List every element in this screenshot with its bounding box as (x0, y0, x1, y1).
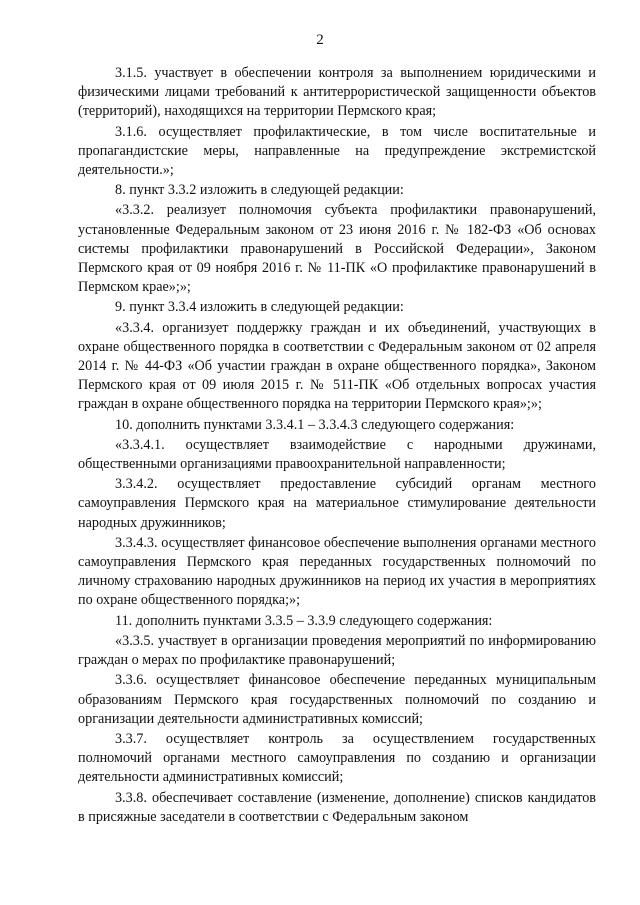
paragraph-item-11: 11. дополнить пунктами 3.3.5 – 3.3.9 следующего содержания: (115, 612, 493, 629)
paragraph-3-3-8: 3.3.8. обеспечивает составление (изменение, дополнение) списков кандидатов в присяжные заседатели в соответствии с Федеральным законом (78, 789, 596, 825)
paragraph-3-1-5: 3.1.5. участвует в обеспечении контроля за выполнением юридическими и физическими лицами требований к антитеррористической защищенности объектов (территорий), находящихся на территории Пермского края; (78, 65, 596, 120)
paragraph-3-3-6: 3.3.6. осуществляет финансовое обеспечение переданных муниципальным образованиям Пермского края государственных полномочий по созданию и организации деятельности административных комиссий; (78, 672, 596, 727)
paragraph-item-10: 10. дополнить пунктами 3.3.4.1 – 3.3.4.3 следующего содержания: (115, 416, 515, 433)
page-number: 2 (316, 32, 324, 48)
paragraph-3-3-4-2: 3.3.4.2. осуществляет предоставление субсидий органам местного самоуправления Пермского края на материальное стимулирование деятельности народных дружинников; (78, 476, 596, 531)
paragraph-3-3-2: «3.3.2. реализует полномочия субъекта профилактики правонарушений, установленные Федеральным законом от 23 июня 2016 г. № 182-ФЗ «Об основах системы профилактики правонарушений в Российской Федерации», Законом Пермского края от 09 ноября 2016 г. № 11-ПК «О профилактике правонарушений в Пермском крае»;»; (78, 202, 596, 296)
paragraph-3-3-5: «3.3.5. участвует в организации проведения мероприятий по информированию граждан о мерах по профилактике правонарушений; (78, 632, 596, 669)
paragraph-3-3-4-3: 3.3.4.3. осуществляет финансовое обеспечение выполнения органами местного самоуправления Пермского края переданных государственных полномочий по личному страхованию народных дружинников на период их участия в мероприятиях по охране общественного порядка;»; (78, 534, 596, 609)
paragraph-3-3-7: 3.3.7. осуществляет контроль за осуществлением государственных полномочий органами местного самоуправления по созданию и организации деятельности административных комиссий; (78, 730, 596, 786)
paragraph-3-3-4: «3.3.4. организует поддержку граждан и их объединений, участвующих в охране общественного порядка в соответствии с Федеральным законом от 02 апреля 2014 г. № 44-ФЗ «Об участии граждан в охране общественного порядка», Законом Пермского края от 09 июля 2015 г. № 511-ПК «Об отдельных вопросах участия граждан в охране общественного порядка на территории Пермского края»;»; (78, 319, 596, 413)
paragraph-3-3-4-1: «3.3.4.1. осуществляет взаимодействие с народными дружинами, общественными организациями правоохранительной направленности; (78, 436, 596, 473)
paragraph-item-8: 8. пункт 3.3.2 изложить в следующей редакции: (115, 182, 404, 199)
document-body (78, 64, 596, 828)
paragraph-3-1-6: 3.1.6. осуществляет профилактические, в том числе воспитательные и пропагандистские меры, направленные на предупреждение экстремистской деятельности.»; (78, 123, 596, 179)
paragraph-item-9: 9. пункт 3.3.4 изложить в следующей редакции: (115, 299, 404, 316)
